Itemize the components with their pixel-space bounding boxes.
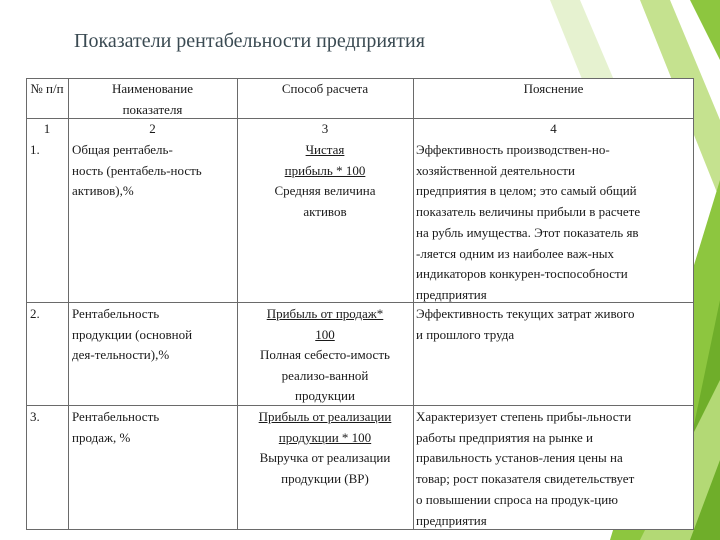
indicator-explanation: Эффективность текущих затрат живого и прошлого труда — [416, 306, 635, 342]
row-number: 1. — [30, 142, 40, 157]
formula-denominator: Полная себесто-имость реализо-ванной продукции — [260, 347, 390, 404]
header-method: Способ расчета — [281, 81, 369, 96]
indicator-explanation: Эффективность производствен-но- хозяйственной деятельности предприятия в целом; это самый общий показатель величины прибыли в расчете на рубль имущества. Этот показатель яв -ляется одним из наиболее важ-ных индикаторов конкурен-тоспособности предприятия — [416, 142, 641, 302]
page-title: Показатели рентабельности предприятия — [74, 30, 425, 52]
column-number-2: 2 — [149, 121, 156, 136]
formula-numerator: Прибыль от продаж* 100 — [266, 306, 384, 342]
row-number: 3. — [30, 409, 40, 424]
column-number-3: 3 — [321, 121, 329, 136]
indicator-explanation: Характеризует степень прибы-льности работы предприятия на рынке и правильность установ-ления цены на товар; рост показателя свидетельствует о повышении спроса на продук-цию предприятия — [416, 409, 635, 528]
formula-numerator: Чистая прибыль * 100 — [284, 142, 366, 178]
formula-numerator: Прибыль от реализации продукции * 100 — [258, 409, 392, 445]
formula-denominator: Средняя величина активов — [274, 183, 376, 219]
row-number: 2. — [30, 306, 40, 321]
column-number-1: 1 — [43, 121, 51, 136]
indicator-name: Общая рентабель- ность (рентабель-ность активов),% — [72, 142, 202, 199]
formula-denominator: Выручка от реализации продукции (ВР) — [259, 450, 391, 486]
header-name: Наименование показателя — [112, 81, 193, 117]
header-number: № п/п — [30, 81, 64, 96]
indicator-name: Рентабельность продукции (основной дея-тельности),% — [72, 306, 193, 363]
column-divider — [68, 78, 69, 530]
indicator-name: Рентабельность продаж, % — [72, 409, 160, 445]
header-explanation: Пояснение — [523, 81, 584, 96]
column-divider — [413, 78, 414, 530]
column-number-4: 4 — [550, 121, 557, 136]
